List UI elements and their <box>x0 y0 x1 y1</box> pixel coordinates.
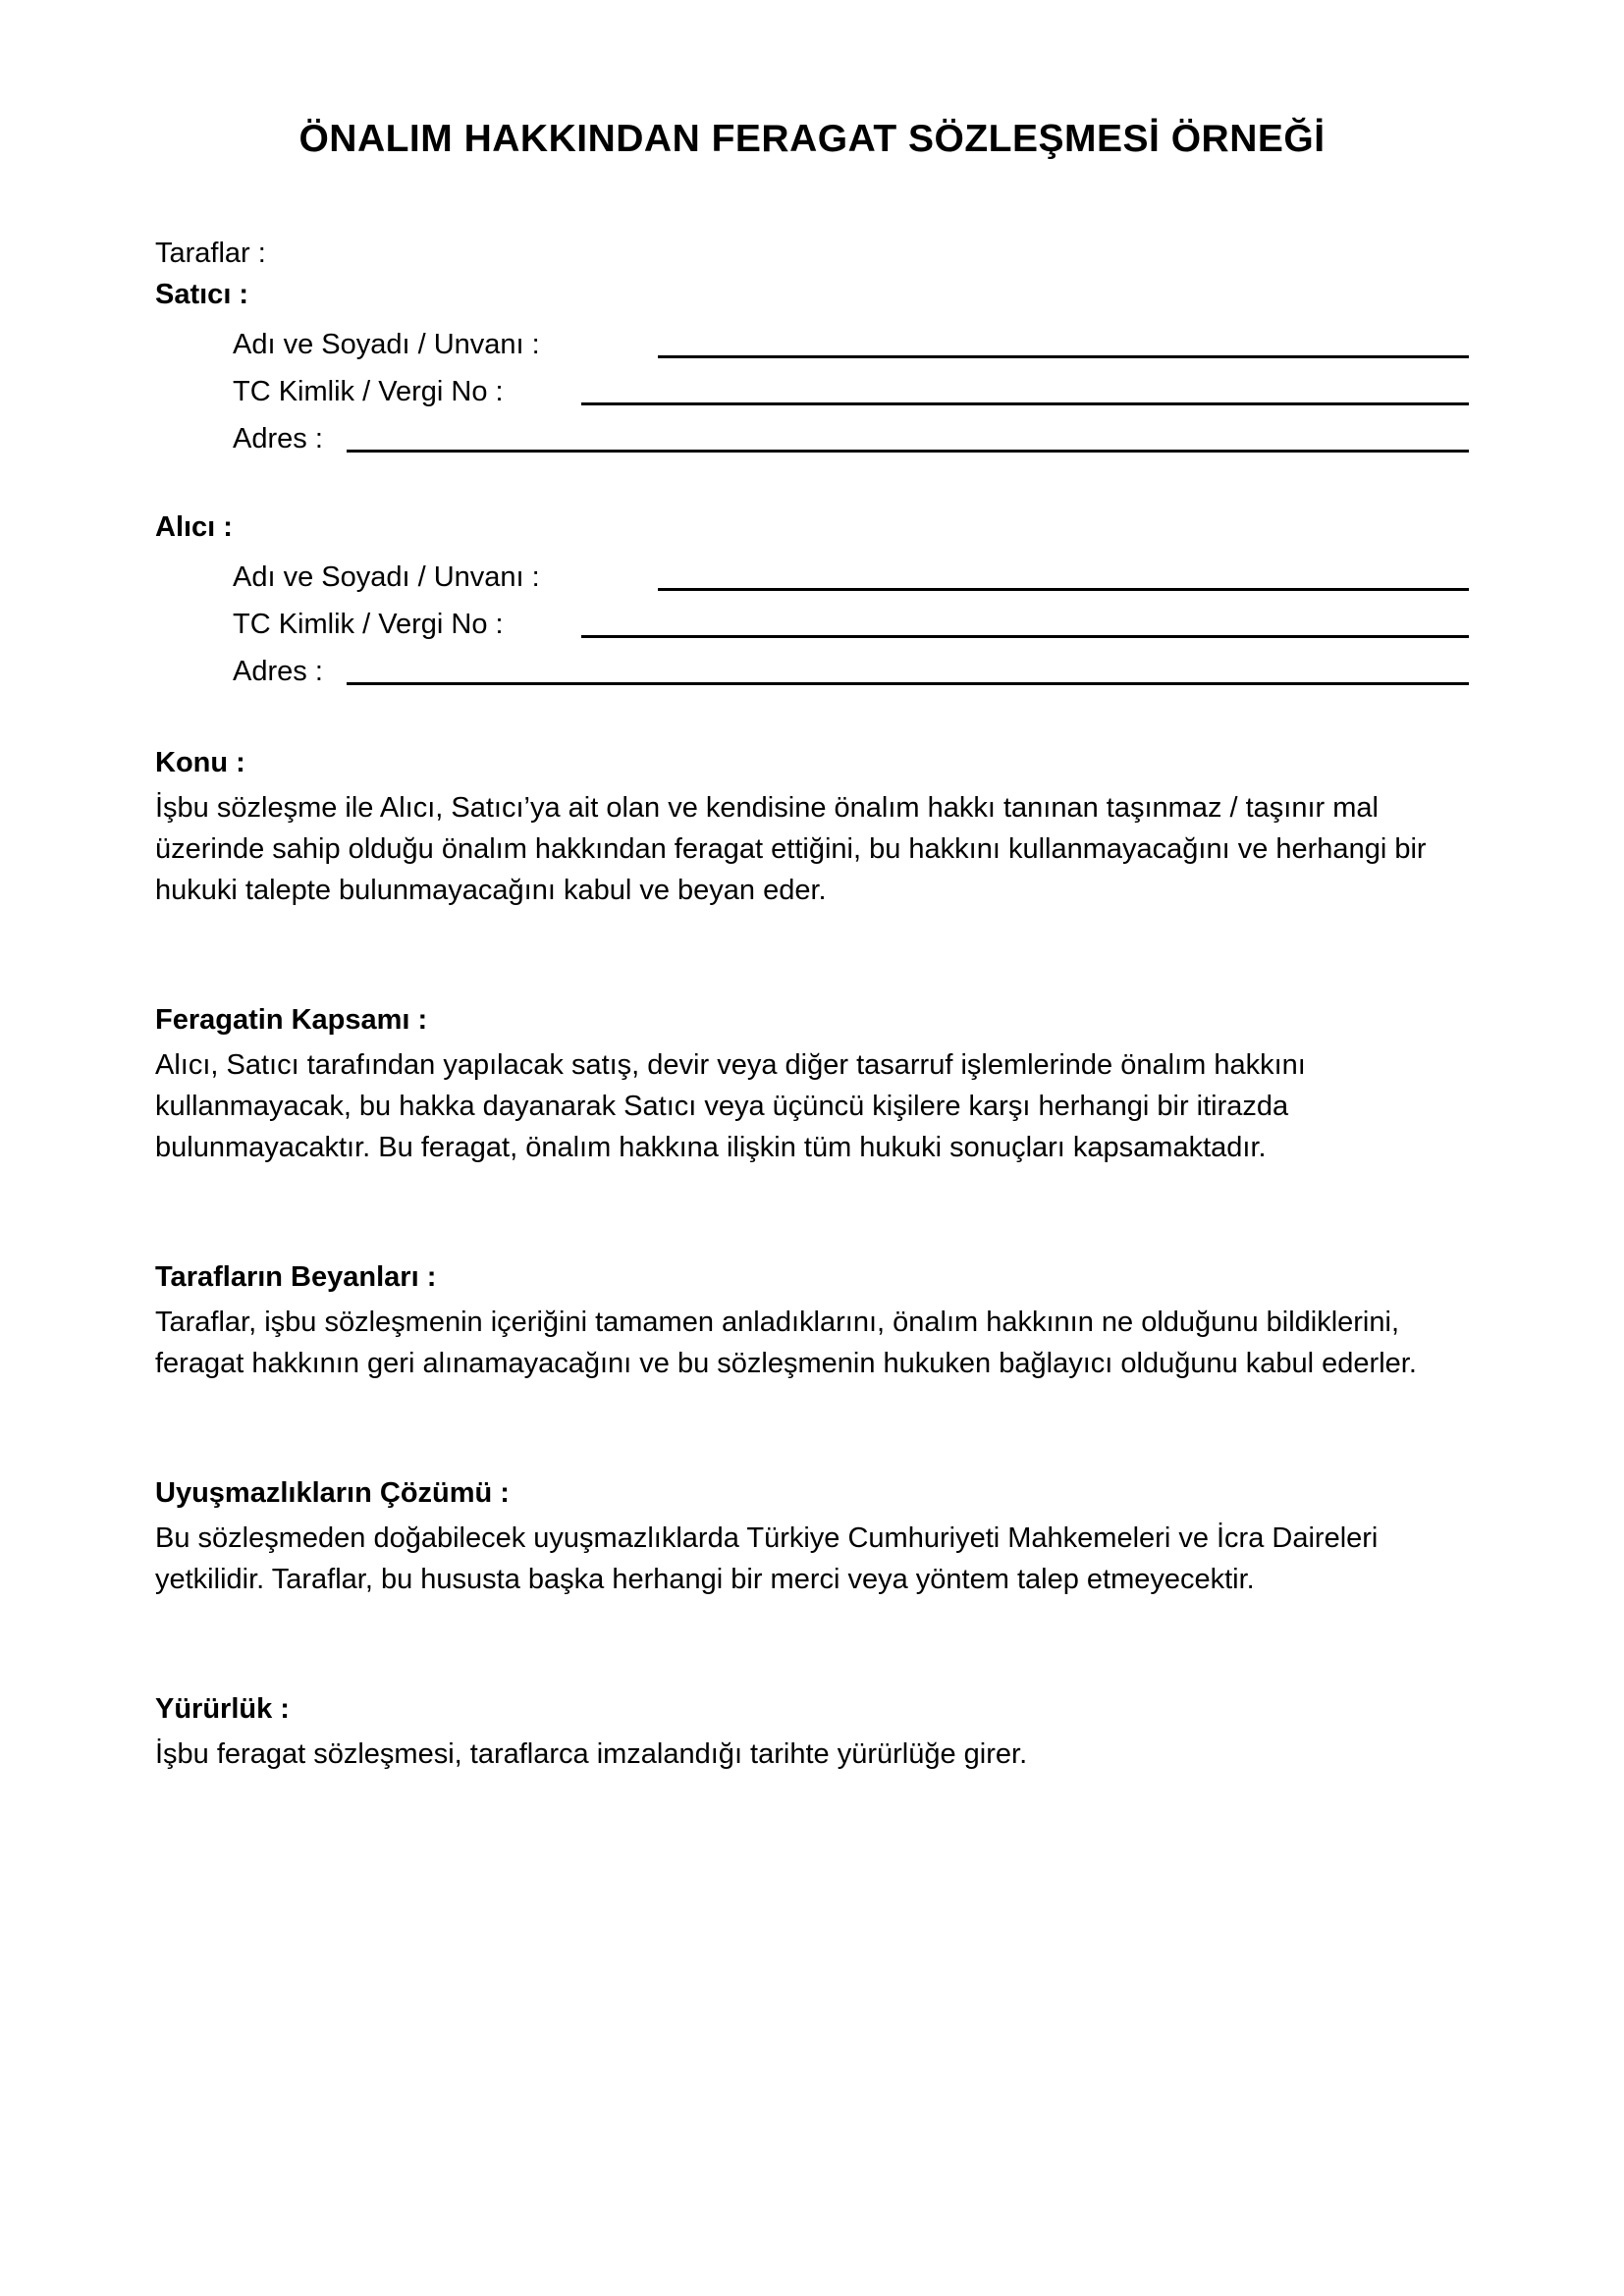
buyer-address-label: Adres : <box>233 656 323 687</box>
section-konu-heading: Konu : <box>155 747 245 778</box>
section-yururluk-body: İşbu feragat sözleşmesi, taraflarca imzalandığı tarihte yürürlüğe girer. <box>155 1738 1028 1770</box>
section-feragatin-kapsami <box>155 999 1469 1168</box>
buyer-id-field[interactable] <box>581 635 1469 638</box>
buyer-name-field[interactable] <box>658 588 1469 591</box>
section-konu <box>155 742 1469 911</box>
buyer-id-row <box>233 595 1469 642</box>
seller-address-label: Adres : <box>233 423 323 454</box>
section-konu-body: İşbu sözleşme ile Alıcı, Satıcı’ya ait olan ve kendisine önalım hakkı tanınan taşınmaz / taşınır mal üzerinde sahip olduğu önalım hakkından feragat ettiğini, bu hakkını kullanmayacağını ve herhangi bir hukuki talepte bulunmayacağını kabul ve beyan eder. <box>155 792 1427 906</box>
seller-name-row <box>233 315 1469 362</box>
parties-intro-label: Taraflar : <box>155 238 266 269</box>
seller-heading: Satıcı : <box>155 279 249 310</box>
section-taraflarin-beyanlari <box>155 1256 1469 1384</box>
seller-address-field[interactable] <box>347 450 1469 453</box>
section-yururluk <box>155 1688 1469 1775</box>
buyer-heading: Alıcı : <box>155 511 233 543</box>
seller-address-row <box>233 409 1469 456</box>
seller-section <box>155 274 1469 456</box>
buyer-id-label: TC Kimlik / Vergi No : <box>233 609 504 640</box>
section-yururluk-heading: Yürürlük : <box>155 1693 290 1725</box>
section-feragatin-kapsami-heading: Feragatin Kapsamı : <box>155 1004 428 1036</box>
seller-name-label: Adı ve Soyadı / Unvanı : <box>233 329 540 360</box>
buyer-address-field[interactable] <box>347 682 1469 685</box>
section-taraflarin-beyanlari-body: Taraflar, işbu sözleşmenin içeriğini tamamen anladıklarını, önalım hakkının ne olduğunu bildiklerini, feragat hakkının geri alınamayacağını ve bu sözleşmenin hukuken bağlayıcı olduğunu kabul ederler. <box>155 1307 1417 1379</box>
buyer-name-row <box>233 548 1469 595</box>
seller-name-field[interactable] <box>658 355 1469 358</box>
seller-id-row <box>233 362 1469 409</box>
buyer-name-label: Adı ve Soyadı / Unvanı : <box>233 561 540 593</box>
seller-id-label: TC Kimlik / Vergi No : <box>233 376 504 407</box>
section-taraflarin-beyanlari-heading: Tarafların Beyanları : <box>155 1261 437 1293</box>
buyer-address-row <box>233 642 1469 689</box>
section-uyusmazliklarin-cozumu-body: Bu sözleşmeden doğabilecek uyuşmazlıklarda Türkiye Cumhuriyeti Mahkemeleri ve İcra Daireleri yetkilidir. Taraflar, bu hususta başka herhangi bir merci veya yöntem talep etmeyecektir. <box>155 1522 1379 1595</box>
section-feragatin-kapsami-body: Alıcı, Satıcı tarafından yapılacak satış, devir veya diğer tasarruf işlemlerinde önalım hakkını kullanmayacak, bu hakka dayanarak Satıcı veya üçüncü kişilere karşı herhangi bir itirazda bulunmayacaktır. Bu feragat, önalım hakkına ilişkin tüm hukuki sonuçları kapsamaktadır. <box>155 1049 1306 1163</box>
section-uyusmazliklarin-cozumu <box>155 1472 1469 1600</box>
document-title: ÖNALIM HAKKINDAN FERAGAT SÖZLEŞMESİ ÖRNEĞİ <box>298 118 1326 160</box>
section-uyusmazliklarin-cozumu-heading: Uyuşmazlıkların Çözümü : <box>155 1477 510 1509</box>
seller-id-field[interactable] <box>581 402 1469 405</box>
buyer-section <box>155 507 1469 689</box>
